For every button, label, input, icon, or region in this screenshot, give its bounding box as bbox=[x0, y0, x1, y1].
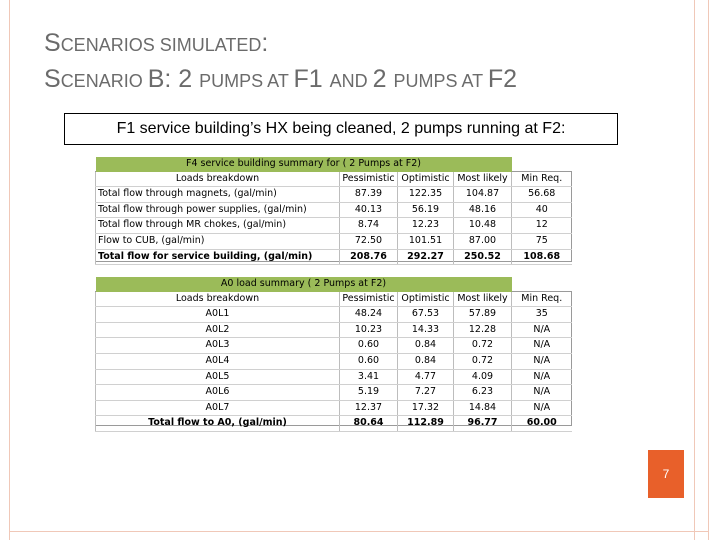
table-total-row bbox=[96, 416, 572, 432]
frame-left-line bbox=[9, 0, 10, 540]
table-row bbox=[96, 322, 572, 338]
cell: 96.77 bbox=[454, 416, 512, 432]
cell: 12.28 bbox=[454, 322, 512, 338]
row-label: A0L1 bbox=[96, 307, 340, 323]
table-row bbox=[96, 400, 572, 416]
cell: 4.77 bbox=[398, 369, 454, 385]
cell: 250.52 bbox=[454, 249, 512, 265]
cell: 17.32 bbox=[398, 400, 454, 416]
table-row bbox=[96, 353, 572, 369]
cell: 7.27 bbox=[398, 385, 454, 401]
table-total-row bbox=[96, 249, 572, 265]
page-number-badge bbox=[648, 450, 684, 498]
row-label: A0L7 bbox=[96, 400, 340, 416]
cell: N/A bbox=[512, 353, 572, 369]
cell: 292.27 bbox=[398, 249, 454, 265]
cell: 0.72 bbox=[454, 353, 512, 369]
cell: 12.37 bbox=[340, 400, 398, 416]
column-header: Loads breakdown bbox=[96, 172, 340, 187]
cell: 208.76 bbox=[340, 249, 398, 265]
cell: 35 bbox=[512, 307, 572, 323]
column-header: Optimistic bbox=[398, 172, 454, 187]
table-header-row bbox=[96, 292, 572, 307]
cell: 12 bbox=[512, 218, 572, 234]
cell: 5.19 bbox=[340, 385, 398, 401]
cell: 14.84 bbox=[454, 400, 512, 416]
table-title-row bbox=[96, 157, 572, 172]
cell: 57.89 bbox=[454, 307, 512, 323]
cell: 104.87 bbox=[454, 187, 512, 203]
table-row bbox=[96, 307, 572, 323]
table-row bbox=[96, 338, 572, 354]
row-label: Flow to CUB, (gal/min) bbox=[96, 233, 340, 249]
column-header: Optimistic bbox=[398, 292, 454, 307]
cell: 122.35 bbox=[398, 187, 454, 203]
row-label: A0L3 bbox=[96, 338, 340, 354]
cell: 0.72 bbox=[454, 338, 512, 354]
cell: 12.23 bbox=[398, 218, 454, 234]
table-title-row bbox=[96, 277, 572, 292]
row-label: Total flow through power supplies, (gal/min) bbox=[96, 202, 340, 218]
column-header: Most likely bbox=[454, 172, 512, 187]
table-row bbox=[96, 218, 572, 234]
cell: 40.13 bbox=[340, 202, 398, 218]
column-header: Pessimistic bbox=[340, 292, 398, 307]
row-label: Total flow through MR chokes, (gal/min) bbox=[96, 218, 340, 234]
row-label: Total flow to A0, (gal/min) bbox=[96, 416, 340, 432]
row-label: Total flow through magnets, (gal/min) bbox=[96, 187, 340, 203]
table-title: A0 load summary ( 2 Pumps at F2) bbox=[96, 277, 512, 292]
title-line-1: SCENARIOS SIMULATED: bbox=[44, 29, 269, 57]
column-header: Most likely bbox=[454, 292, 512, 307]
table-row bbox=[96, 233, 572, 249]
row-label: Total flow for service building, (gal/min) bbox=[96, 249, 340, 265]
cell: 6.23 bbox=[454, 385, 512, 401]
scenario-description: F1 service building’s HX being cleaned, 2 pumps running at F2: bbox=[116, 120, 566, 137]
column-header: Min Req. bbox=[512, 292, 572, 307]
slide-title bbox=[44, 26, 517, 98]
cell: 10.23 bbox=[340, 322, 398, 338]
row-label: A0L6 bbox=[96, 385, 340, 401]
page-number: 7 bbox=[662, 467, 670, 481]
cell: 0.60 bbox=[340, 353, 398, 369]
column-header: Min Req. bbox=[512, 172, 572, 187]
cell: N/A bbox=[512, 385, 572, 401]
cell: 48.24 bbox=[340, 307, 398, 323]
cell: N/A bbox=[512, 400, 572, 416]
cell: 112.89 bbox=[398, 416, 454, 432]
frame-right-line-inner bbox=[694, 0, 695, 540]
cell: N/A bbox=[512, 338, 572, 354]
table-row bbox=[96, 202, 572, 218]
cell: 3.41 bbox=[340, 369, 398, 385]
cell: 72.50 bbox=[340, 233, 398, 249]
scenario-description-box bbox=[64, 113, 618, 145]
row-label: A0L4 bbox=[96, 353, 340, 369]
frame-bottom-line bbox=[9, 531, 709, 532]
row-label: A0L2 bbox=[96, 322, 340, 338]
a0-load-summary-table bbox=[95, 277, 572, 432]
cell: 48.16 bbox=[454, 202, 512, 218]
cell: 56.68 bbox=[512, 187, 572, 203]
table-row bbox=[96, 369, 572, 385]
cell: 4.09 bbox=[454, 369, 512, 385]
cell: 8.74 bbox=[340, 218, 398, 234]
cell: 10.48 bbox=[454, 218, 512, 234]
row-label: A0L5 bbox=[96, 369, 340, 385]
cell: N/A bbox=[512, 369, 572, 385]
frame-right-line-outer bbox=[708, 0, 709, 540]
table-header-row bbox=[96, 172, 572, 187]
cell: 60.00 bbox=[512, 416, 572, 432]
title-line-2: SCENARIO B: 2 PUMPS AT F1 AND 2 PUMPS AT F2 bbox=[44, 65, 518, 93]
cell: 14.33 bbox=[398, 322, 454, 338]
cell: 87.00 bbox=[454, 233, 512, 249]
cell: 56.19 bbox=[398, 202, 454, 218]
cell: 0.84 bbox=[398, 338, 454, 354]
cell: 0.84 bbox=[398, 353, 454, 369]
cell: 101.51 bbox=[398, 233, 454, 249]
service-building-summary-table bbox=[95, 157, 572, 265]
table-row bbox=[96, 187, 572, 203]
cell: 87.39 bbox=[340, 187, 398, 203]
cell: 75 bbox=[512, 233, 572, 249]
cell: 40 bbox=[512, 202, 572, 218]
cell: N/A bbox=[512, 322, 572, 338]
table-title: F4 service building summary for ( 2 Pumps at F2) bbox=[96, 157, 512, 172]
column-header: Loads breakdown bbox=[96, 292, 340, 307]
cell: 0.60 bbox=[340, 338, 398, 354]
cell: 108.68 bbox=[512, 249, 572, 265]
cell: 80.64 bbox=[340, 416, 398, 432]
table-row bbox=[96, 385, 572, 401]
column-header: Pessimistic bbox=[340, 172, 398, 187]
cell: 67.53 bbox=[398, 307, 454, 323]
